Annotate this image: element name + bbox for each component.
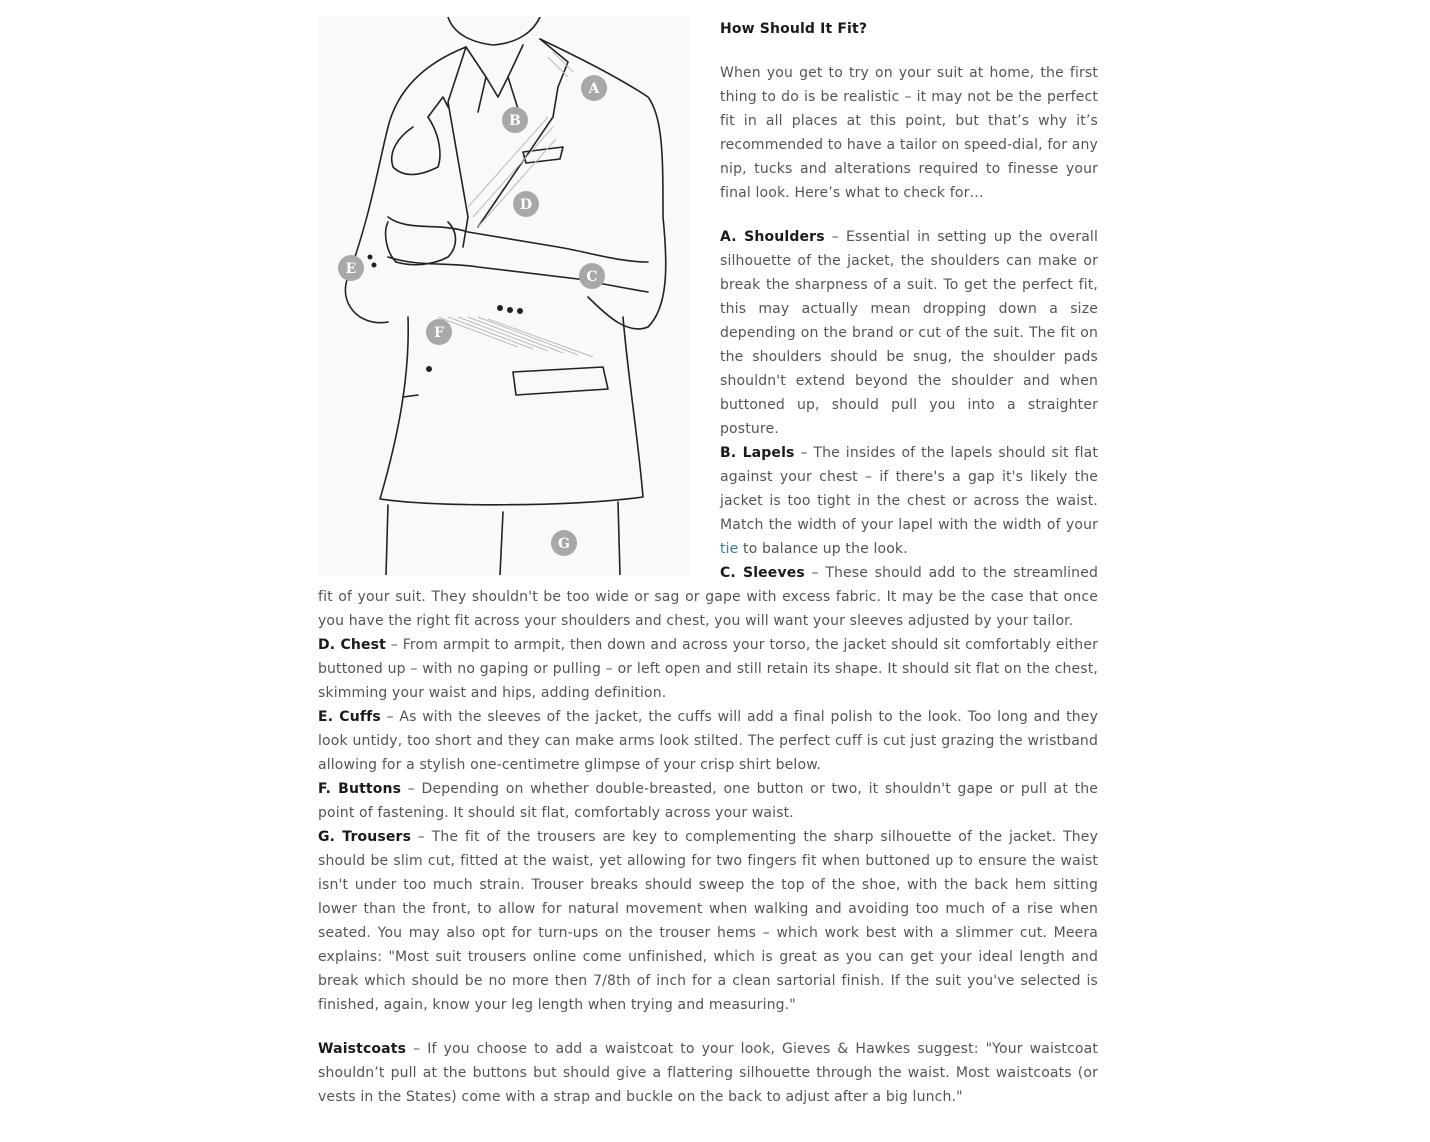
item-sleeves-term: C. Sleeves	[720, 565, 805, 581]
suit-jacket-illustration-icon	[318, 17, 690, 575]
item-buttons-text: – Depending on whether double-breasted, one button or two, it shouldn't gape or pull at the point of fastening. It should sit flat, comfortably across your waist.	[318, 781, 1099, 821]
marker-a-label: A	[588, 81, 600, 97]
item-sleeves-text: – These should add to the streamlined fit of your suit. They shouldn't be too wide or sag or gape with excess fabric. It may be the case that once you have the right fit across your shoulders and chest, you will want your sleeves adjusted by your tailor.	[318, 565, 1099, 629]
marker-f-label: F	[433, 325, 445, 341]
item-cuffs-term: E. Cuffs	[318, 709, 381, 725]
marker-d-label: D	[519, 197, 533, 213]
item-lapels-term: B. Lapels	[720, 445, 795, 461]
waistcoats-paragraph	[318, 1037, 1098, 1109]
section-heading: How Should It Fit?	[720, 21, 868, 37]
item-buttons	[318, 777, 1098, 825]
item-trousers-term: G. Trousers	[318, 829, 412, 845]
item-lapels-text: – The insides of the lapels should sit flat against your chest – if there's a gap it's likely the jacket is too tight in the chest or across the waist. Match the width of your lapel with the width of your	[720, 445, 1098, 533]
article-body	[318, 17, 1098, 1109]
item-lapels-text-end: to balance up the look.	[738, 541, 908, 557]
item-buttons-term: F. Buttons	[318, 781, 402, 797]
item-trousers-text: – The fit of the trousers are key to complementing the sharp silhouette of the jacket. They should be slim cut, fitted at the waist, yet allowing for two fingers fit when buttoned up to ensure the waist isn't under too much strain. Trouser breaks should sweep the top of the shoe, with the back hem sitting lower than the front, to allow for natural movement when walking and avoiding too much of a rise when seated. You may also opt for turn-ups on the trouser hems – which work best with a slimmer cut. Meera explains: "Most suit trousers online come unfinished, which is great as you can get your ideal length and break which should be no more then 7/8th of inch for a clean sartorial finish. If the suit you've selected is finished, again, know your leg length when trying and measuring."	[318, 829, 1099, 1013]
marker-g-label: G	[557, 536, 571, 552]
suit-fit-illustration	[318, 17, 690, 575]
item-cuffs-text: – As with the sleeves of the jacket, the cuffs will add a final polish to the look. Too long and they look untidy, too short and they can make arms look stilted. The perfect cuff is cut just grazing the wristband allowing for a stylish one-centimetre glimpse of your crisp shirt below.	[318, 709, 1099, 773]
marker-e-label: E	[345, 261, 357, 277]
marker-c-label: C	[586, 269, 598, 285]
item-chest	[318, 633, 1098, 705]
item-chest-text: – From armpit to armpit, then down and across your torso, the jacket should sit comfortably either buttoned up – with no gaping or pulling – or left open and still retain its shape. It should sit flat on the chest, skimming your waist and hips, adding definition.	[318, 637, 1098, 701]
intro-paragraph: When you get to try on your suit at home, the first thing to do is be realistic – it may not be the perfect fit in all places at this point, but that’s why it’s recommended to have a tailor on speed-dial, for any nip, tucks and alterations required to finesse your final look. Here’s what to check for…	[720, 65, 1098, 201]
waistcoats-term: Waistcoats	[318, 1041, 407, 1057]
item-chest-term: D. Chest	[318, 637, 386, 653]
waistcoats-text: – If you choose to add a waistcoat to your look, Gieves & Hawkes suggest: "Your waistcoat shouldn’t pull at the buttons but should give a flattering silhouette through the waist. Most waistcoats (or vests in the States) come with a strap and buckle on the back to adjust after a big lunch."	[318, 1041, 1098, 1105]
marker-b-label: B	[509, 113, 521, 129]
item-cuffs	[318, 705, 1098, 777]
fit-markers	[338, 75, 607, 556]
item-trousers	[318, 825, 1098, 1017]
item-shoulders-term: A. Shoulders	[720, 229, 825, 245]
item-shoulders-text: – Essential in setting up the overall silhouette of the jacket, the shoulders can make or break the sharpness of a suit. To get the perfect fit, this may actually mean dropping down a size depending on the brand or cut of the suit. The fit on the shoulders should be snug, the shoulder pads shouldn't extend beyond the shoulder and when buttoned up, should pull you into a straighter posture.	[720, 229, 1098, 437]
tie-link[interactable]: tie	[720, 541, 739, 557]
